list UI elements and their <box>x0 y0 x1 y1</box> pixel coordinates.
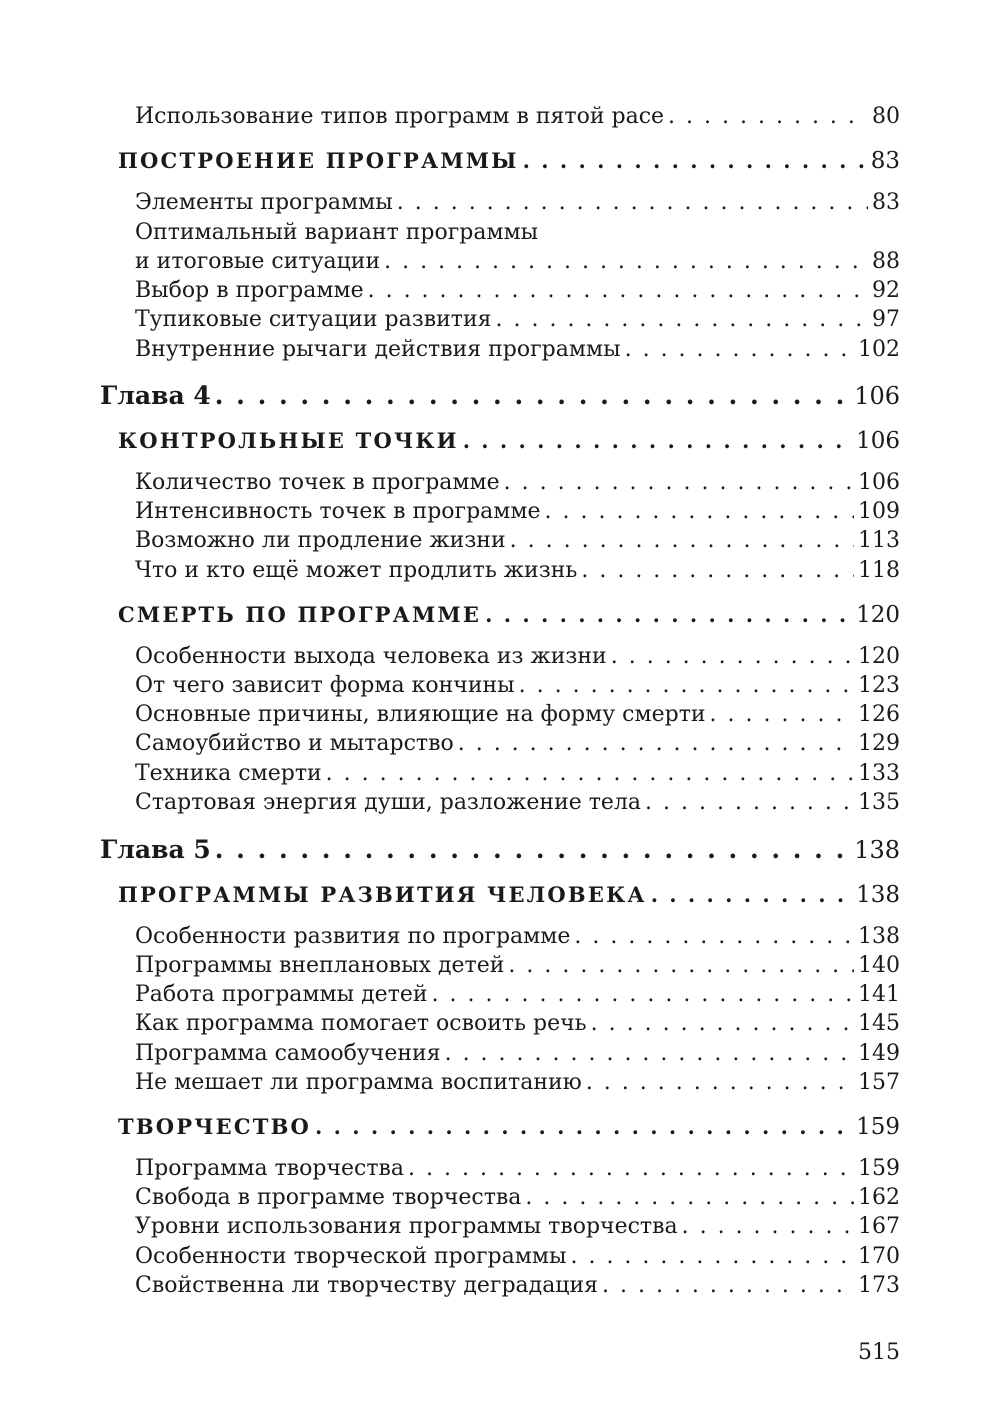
toc-entry <box>135 1067 900 1099</box>
toc-title: Использование типов программ в пятой расе <box>135 104 665 129</box>
dot-leader <box>570 1241 854 1273</box>
toc-page-number: 159 <box>856 1114 900 1140</box>
toc-page-number: 120 <box>858 644 900 669</box>
toc-page-number: 173 <box>858 1273 900 1298</box>
toc-title: Программа творчества <box>135 1156 405 1181</box>
dot-leader <box>682 1211 854 1243</box>
toc-entry <box>135 334 900 366</box>
toc-title: ТВОРЧЕСТВО <box>118 1114 312 1139</box>
toc-page-number: 109 <box>858 499 900 524</box>
toc-section <box>118 879 900 911</box>
toc-page-number: 123 <box>858 673 900 698</box>
dot-leader <box>668 101 868 133</box>
toc-title: Особенности творческой программы <box>135 1244 567 1269</box>
toc-title: Не мешает ли программа воспитанию <box>135 1070 582 1095</box>
toc-page-number: 159 <box>858 1156 900 1181</box>
dot-leader <box>496 304 869 336</box>
toc-title: Самоубийство и мытарство <box>135 731 454 756</box>
dot-leader <box>485 599 852 631</box>
dot-leader <box>445 1038 854 1070</box>
toc-entry <box>135 496 900 528</box>
toc-page-number: 138 <box>856 882 900 908</box>
dot-leader <box>525 1182 854 1214</box>
toc-title: Особенности развития по программе <box>135 924 571 949</box>
toc-page-number: 80 <box>872 104 900 129</box>
toc-page-number: 135 <box>858 790 900 815</box>
toc-page-number: 140 <box>858 953 900 978</box>
dot-leader <box>368 275 868 307</box>
toc-title: Интенсивность точек в программе <box>135 499 541 524</box>
toc-page-number: 170 <box>858 1244 900 1269</box>
toc-title: Как программа помогает освоить речь <box>135 1011 587 1036</box>
toc-page-number: 138 <box>854 836 900 864</box>
toc-section <box>118 425 900 457</box>
toc-entry <box>135 275 900 307</box>
toc-page-number: 102 <box>858 337 900 362</box>
dot-leader <box>602 1270 854 1302</box>
toc-entry <box>135 979 900 1011</box>
toc-entry <box>135 187 900 219</box>
toc-page-number: 113 <box>858 528 900 553</box>
toc-section <box>118 145 900 177</box>
toc-page-number: 106 <box>856 428 900 454</box>
toc-page-number: 120 <box>856 602 900 628</box>
toc-title: Свобода в программе творчества <box>135 1185 522 1210</box>
toc-title: Что и кто ещё может продлить жизнь <box>135 558 578 583</box>
toc-entry <box>135 1270 900 1302</box>
dot-leader <box>215 380 850 412</box>
toc-title: ПРОГРАММЫ РАЗВИТИЯ ЧЕЛОВЕКА <box>118 882 647 907</box>
toc-title: Программа самообучения <box>135 1041 441 1066</box>
toc-entry <box>135 758 900 790</box>
dot-leader <box>523 145 867 177</box>
toc-page-number: 145 <box>858 1011 900 1036</box>
dot-leader <box>574 921 854 953</box>
dot-leader <box>397 187 868 219</box>
toc-title: Тупиковые ситуации развития <box>135 307 492 332</box>
toc-title: От чего зависит форма кончины <box>135 673 515 698</box>
toc-page-number: 97 <box>872 307 900 332</box>
toc-entry <box>135 555 900 587</box>
toc-entry <box>135 921 900 953</box>
dot-leader <box>625 334 854 366</box>
dot-leader <box>463 425 852 457</box>
dot-leader <box>651 879 852 911</box>
dot-leader <box>510 525 854 557</box>
toc-page-number: 162 <box>858 1185 900 1210</box>
toc-section <box>118 599 900 631</box>
dot-leader <box>508 950 854 982</box>
toc-title: Свойственна ли творчеству деградация <box>135 1273 598 1298</box>
toc-title: КОНТРОЛЬНЫЕ ТОЧКИ <box>118 428 459 453</box>
toc-page-number: 83 <box>870 148 900 174</box>
toc-page-number: 167 <box>858 1214 900 1239</box>
toc-title: Основные причины, влияющие на форму смерти <box>135 702 706 727</box>
toc-entry <box>135 304 900 336</box>
dot-leader <box>315 1111 852 1143</box>
toc-entry <box>135 1182 900 1214</box>
toc-title: и итоговые ситуации <box>135 249 381 274</box>
toc-page-number: 141 <box>858 982 900 1007</box>
toc-chapter <box>100 834 900 866</box>
dot-leader <box>215 834 850 866</box>
dot-leader <box>458 728 854 760</box>
toc-title: СМЕРТЬ ПО ПРОГРАММЕ <box>118 602 482 627</box>
toc-title: Выбор в программе <box>135 278 364 303</box>
dot-leader <box>710 699 854 731</box>
toc-entry <box>135 641 900 673</box>
toc-page-number: 133 <box>858 761 900 786</box>
toc-entry <box>135 728 900 760</box>
toc-title: ПОСТРОЕНИЕ ПРОГРАММЫ <box>118 148 519 173</box>
toc-page-number: 129 <box>858 731 900 756</box>
toc-entry <box>135 950 900 982</box>
toc-title: Уровни использования программы творчества <box>135 1214 678 1239</box>
dot-leader <box>384 246 868 278</box>
toc-entry <box>135 467 900 499</box>
toc-title: Программы внеплановых детей <box>135 953 505 978</box>
dot-leader <box>611 641 854 673</box>
toc-title: Глава 5 <box>100 835 211 864</box>
toc-entry <box>135 787 900 819</box>
dot-leader <box>504 467 854 499</box>
dot-leader <box>432 979 854 1011</box>
toc-title: Работа программы детей <box>135 982 428 1007</box>
toc-entry <box>135 525 900 557</box>
toc-title: Техника смерти <box>135 761 322 786</box>
toc-entry <box>135 1008 900 1040</box>
toc-title: Глава 4 <box>100 381 211 410</box>
toc-page-number: 83 <box>872 190 900 215</box>
toc-title: Количество точек в программе <box>135 470 500 495</box>
toc-title: Внутренние рычаги действия программы <box>135 337 621 362</box>
toc-page-number: 118 <box>858 558 900 583</box>
toc-entry <box>135 670 900 702</box>
toc-page-number: 126 <box>858 702 900 727</box>
toc-page-number: 106 <box>854 382 900 410</box>
dot-leader <box>519 670 854 702</box>
dot-leader <box>545 496 854 528</box>
toc-page-number: 92 <box>872 278 900 303</box>
dot-leader <box>581 555 854 587</box>
toc-title: Возможно ли продление жизни <box>135 528 506 553</box>
toc-entry <box>135 246 900 278</box>
toc-entry <box>135 1153 900 1185</box>
toc-entry <box>135 699 900 731</box>
toc-entry <box>135 1211 900 1243</box>
dot-leader <box>645 787 854 819</box>
toc-title: Особенности выхода человека из жизни <box>135 644 607 669</box>
toc-page-number: 149 <box>858 1041 900 1066</box>
toc-page-number: 88 <box>872 249 900 274</box>
dot-leader <box>586 1067 854 1099</box>
dot-leader <box>408 1153 854 1185</box>
toc-page-number: 106 <box>858 470 900 495</box>
dot-leader <box>591 1008 854 1040</box>
toc-section <box>118 1111 900 1143</box>
toc-page-number: 157 <box>858 1070 900 1095</box>
dot-leader <box>326 758 854 790</box>
toc-entry-title-line: Оптимальный вариант программы <box>135 220 539 245</box>
toc-entry <box>135 1241 900 1273</box>
toc-entry <box>135 101 900 133</box>
toc-page-number: 138 <box>858 924 900 949</box>
toc-title: Элементы программы <box>135 190 393 215</box>
toc-title: Стартовая энергия души, разложение тела <box>135 790 642 815</box>
toc-entry <box>135 1038 900 1070</box>
toc-chapter <box>100 380 900 412</box>
page-number: 515 <box>858 1340 900 1365</box>
